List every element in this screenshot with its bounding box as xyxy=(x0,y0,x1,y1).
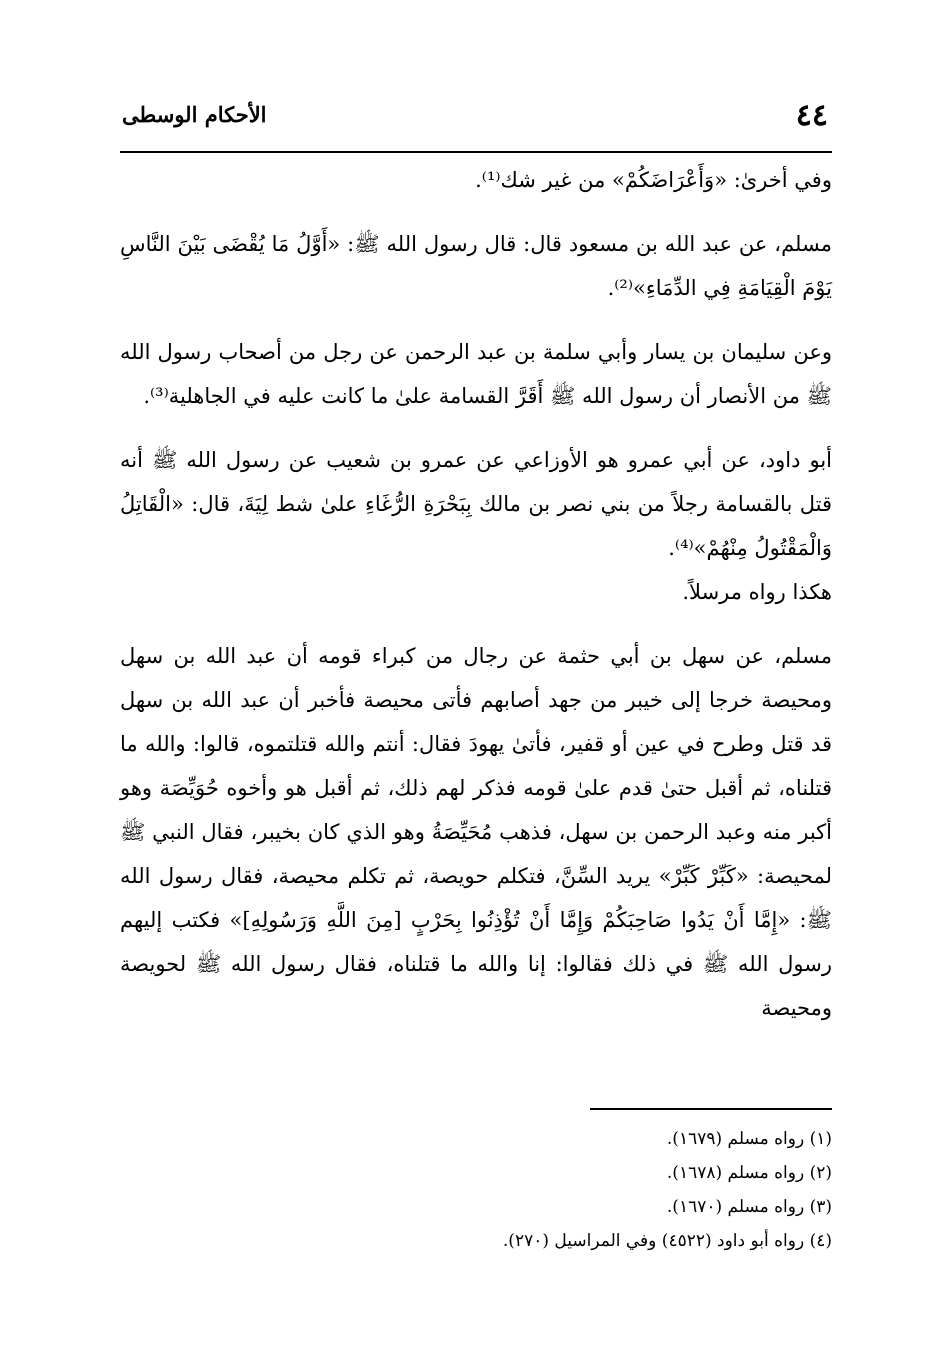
main-text xyxy=(120,158,832,1030)
footnotes xyxy=(200,1122,832,1258)
page-header xyxy=(122,98,828,138)
paragraph: أبو داود، عن أبي عمرو هو الأوزاعي عن عمرو بن شعيب عن رسول الله ﷺ أنه قتل بالقسامة رجلاً من بني نصر بن مالك بِبَحْرَةِ الرُّغَاءِ علىٰ شط لِيَةَ، قال: «الْقَاتِلُ وَالْمَقْتُولُ مِنْهُمْ»⁽⁴⁾. xyxy=(120,448,832,560)
footnote: (٤) رواه أبو داود (٤٥٢٢) وفي المراسيل (٢٧٠). xyxy=(502,1231,832,1251)
page-number: ٤٤ xyxy=(795,98,828,133)
footnote: (٢) رواه مسلم (١٦٧٨). xyxy=(666,1163,832,1183)
paragraph: وعن سليمان بن يسار وأبي سلمة بن عبد الرحمن عن رجل من أصحاب رسول الله ﷺ من الأنصار أن رسول الله ﷺ أَقَرَّ القسامة علىٰ ما كانت عليه في الجاهلية⁽³⁾. xyxy=(120,340,832,408)
header-rule xyxy=(120,151,832,153)
running-title: الأحكام الوسطى xyxy=(122,102,267,127)
footnote-rule xyxy=(590,1108,832,1110)
paragraph: هكذا رواه مرسلاً. xyxy=(682,580,832,604)
paragraph: مسلم، عن سهل بن أبي حثمة عن رجال من كبراء قومه أن عبد الله بن سهل ومحيصة خرجا إلى خيبر من جهد أصابهم فأتى محيصة فأخبر أن عبد الله بن سهل قد قتل وطرح في عين أو قفير، فأتىٰ يهودَ فقال: أنتم والله قتلتموه، قالوا: والله ما قتلناه، ثم أقبل حتىٰ قدم علىٰ قومه فذكر لهم ذلك، ثم أقبل هو وأخوه حُوَيِّصَة وهو أكبر منه وعبد الرحمن بن سهل، فذهب مُحَيِّصَةُ وهو الذي كان بخيبر، فقال النبي ﷺ لمحيصة: «كَبِّرْ كَبِّرْ» يريد السِّنَّ، فتكلم حويصة، ثم تكلم محيصة، فقال رسول الله ﷺ: «إِمَّا أَنْ يَدُوا صَاحِبَكُمْ وَإِمَّا أَنْ تُؤْذِنُوا بِحَرْبٍ [مِنَ اللَّهِ وَرَسُولِهِ]» فكتب إليهم رسول الله ﷺ في ذلك فقالوا: إنا والله ما قتلناه، فقال رسول الله ﷺ لحويصة ومحيصة xyxy=(120,644,832,1020)
paragraph: وفي أخرىٰ: «وَأَعْرَاضَكُمْ» من غير شك⁽¹⁾. xyxy=(475,168,832,192)
paragraph: مسلم، عن عبد الله بن مسعود قال: قال رسول الله ﷺ: «أَوَّلُ مَا يُقْضَى بَيْنَ النَّاسِ يَوْمَ الْقِيَامَةِ فِي الدِّمَاءِ»⁽²⁾. xyxy=(120,232,832,300)
footnote: (١) رواه مسلم (١٦٧٩). xyxy=(666,1129,832,1149)
footnote: (٣) رواه مسلم (١٦٧٠). xyxy=(666,1197,832,1217)
